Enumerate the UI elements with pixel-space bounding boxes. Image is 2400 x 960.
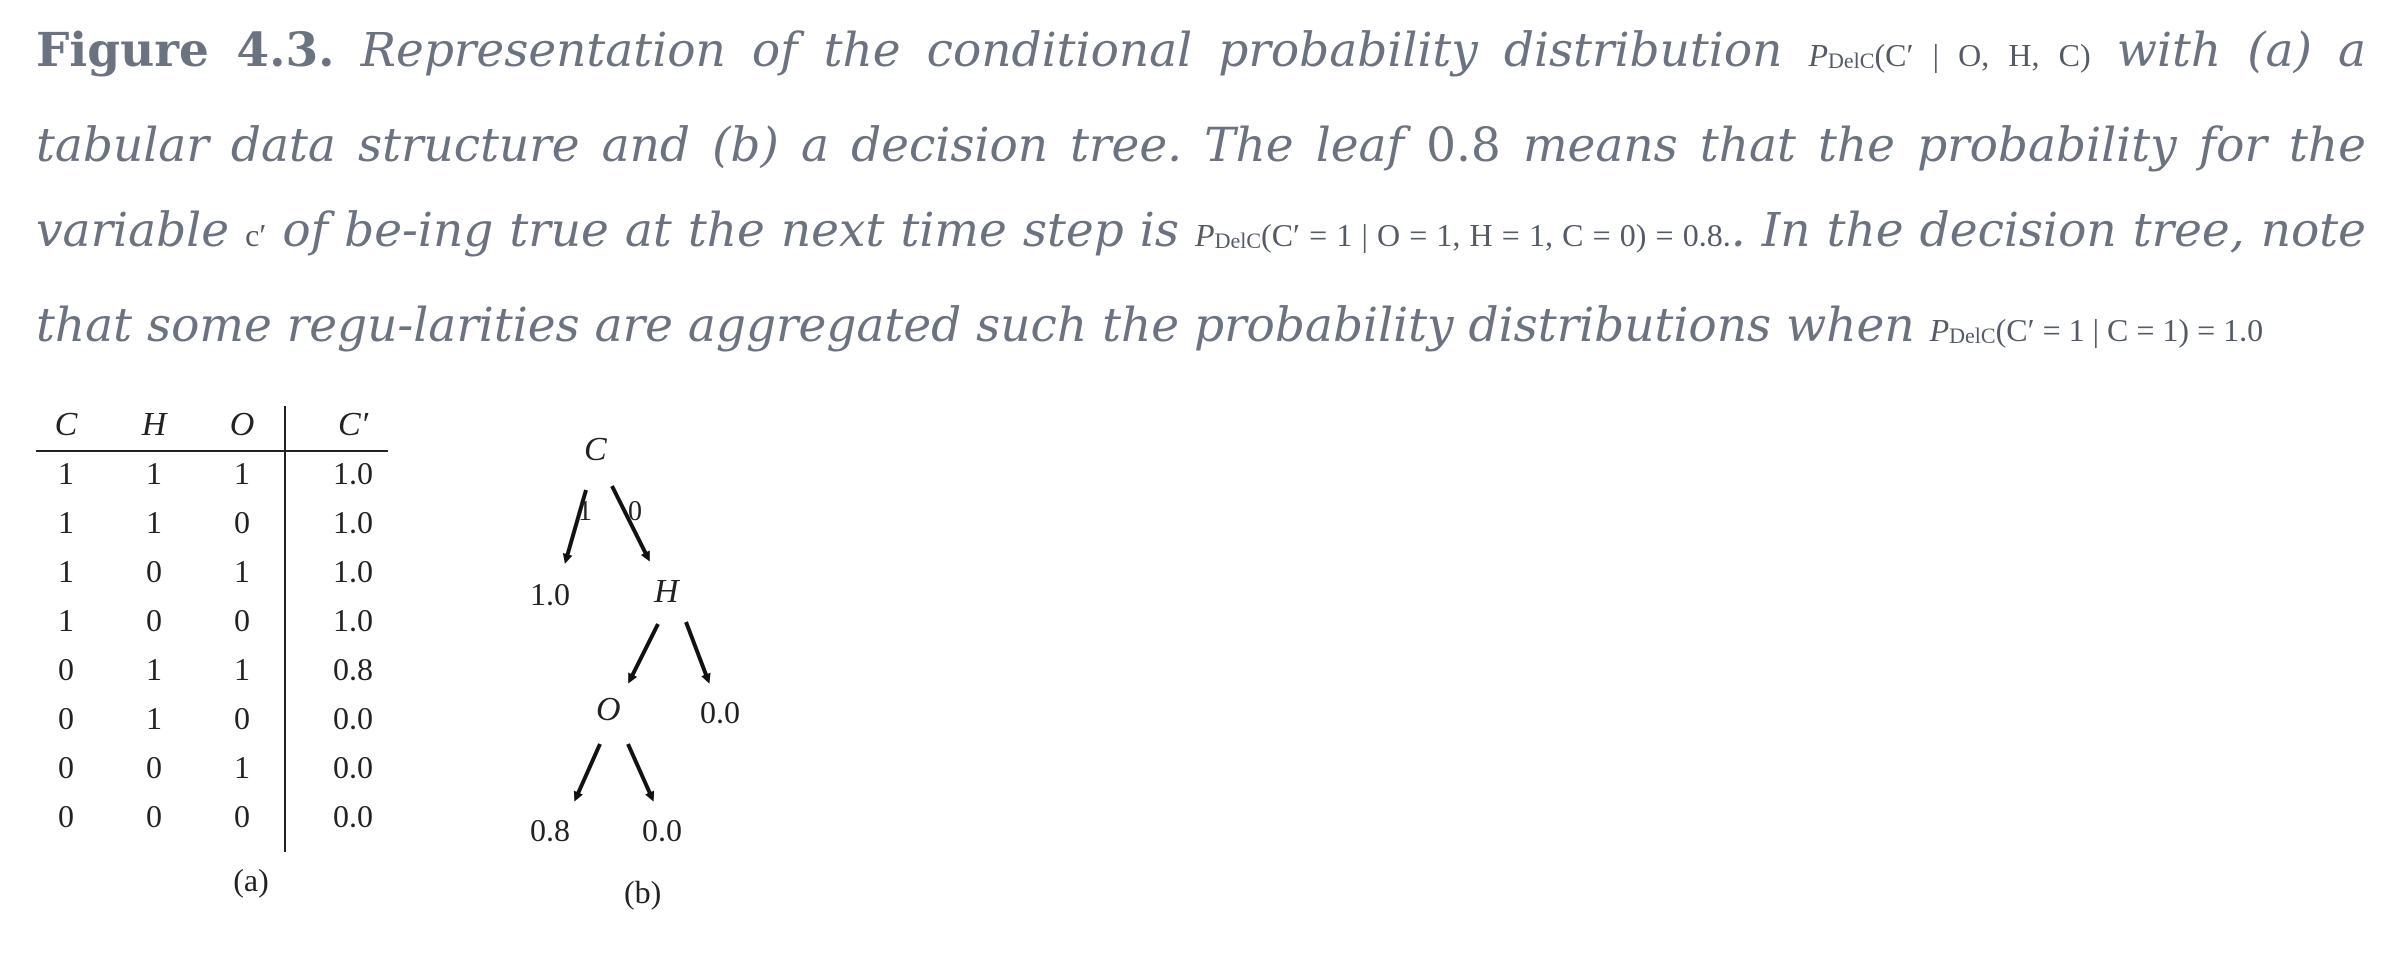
caption-text-5: . In the decision tree, note that some regu-larities are aggregated such the probability distributions when (36, 203, 2366, 353)
caption-var-c: c′ (245, 217, 267, 253)
tree-root-c: C (584, 431, 607, 468)
table-cell: 1 (234, 553, 250, 589)
table-row (36, 694, 396, 743)
table-cell: 1 (234, 651, 250, 687)
tree-node-o: O (596, 691, 621, 728)
table-cell: 1 (58, 553, 74, 589)
table-cell: 0 (58, 798, 74, 834)
table-cell: 1 (58, 455, 74, 491)
table-cell: 1.0 (333, 455, 373, 491)
table-cell: 1 (58, 504, 74, 540)
table-header-o: O (229, 406, 255, 443)
table-row (36, 792, 396, 841)
table-cell: 1.0 (333, 553, 373, 589)
table-cell: 0 (146, 553, 162, 589)
caption-text-3: means that the probability for the variable (36, 118, 2366, 258)
table-row (36, 498, 396, 547)
table-cell: 0 (146, 602, 162, 638)
table-cell: 0 (234, 700, 250, 736)
edge-o-to-leaf-08 (576, 744, 600, 798)
table-header-divider (36, 450, 388, 452)
caption-text-2: with (a) a tabular data structure and (b) a decision tree. The leaf (36, 23, 2366, 173)
table-cell: 1 (146, 700, 162, 736)
edge-h-to-o (630, 624, 658, 680)
table-row (36, 547, 396, 596)
table-cell: 0 (234, 798, 250, 834)
figure-label: Figure 4.3. (36, 23, 335, 78)
tree-leaf-c1: 1.0 (530, 576, 570, 612)
edge-h-to-leaf (686, 622, 708, 680)
tree-edge-label-1: 1 (578, 496, 592, 527)
table-cell: 0 (146, 798, 162, 834)
table-cell: 0.0 (333, 700, 373, 736)
table-cell: 1.0 (333, 504, 373, 540)
table-cell: 1 (234, 749, 250, 785)
tree-node-h: H (654, 573, 679, 610)
table-row (36, 596, 396, 645)
table-cell: 1 (58, 602, 74, 638)
table-cell: 0 (58, 651, 74, 687)
table-header-c-prime: C′ (337, 406, 369, 443)
table-cell: 0.0 (333, 749, 373, 785)
table-cell: 0.0 (333, 798, 373, 834)
table-cell: 1 (234, 455, 250, 491)
table-cell: 0 (234, 602, 250, 638)
table-sublabel: (a) (233, 862, 269, 898)
table-header-h: H (141, 406, 167, 443)
table-cell: 0 (234, 504, 250, 540)
table-cell: 0.8 (333, 651, 373, 687)
caption-math-1: PDelC(C′ | O, H, C) (1808, 37, 2091, 73)
table-cell: 0 (146, 749, 162, 785)
figure-caption (36, 8, 2366, 378)
table-row (36, 743, 396, 792)
caption-leaf-value: 0.8 (1426, 118, 1501, 173)
table-header-row (36, 400, 396, 449)
table-column-divider (284, 406, 286, 852)
tree-leaf-h0: 0.0 (700, 694, 740, 730)
caption-math-3: PDelC(C′ = 1 | C = 1) = 1.0 (1929, 312, 2264, 348)
edge-o-to-leaf-00 (628, 744, 652, 798)
table-cell: 1 (146, 651, 162, 687)
caption-math-2: PDelC(C′ = 1 | O = 1, H = 1, C = 0) = 0.8. (1195, 217, 1731, 253)
tree-leaf-o1: 0.8 (530, 812, 570, 848)
table-cell: 1.0 (333, 602, 373, 638)
tree-sublabel: (b) (624, 874, 662, 910)
cpt-table (36, 400, 396, 898)
decision-tree (500, 400, 820, 920)
table-cell: 1 (146, 504, 162, 540)
table-row (36, 449, 396, 498)
table-cell: 1 (146, 455, 162, 491)
caption-text-1: Representation of the conditional probability distribution (360, 23, 1783, 78)
tree-edge-label-0: 0 (628, 496, 642, 527)
table-cell: 0 (58, 700, 74, 736)
caption-text-4: of be-ing true at the next time step is (282, 203, 1179, 258)
table-header-c: C (54, 406, 78, 443)
table-cell: 0 (58, 749, 74, 785)
tree-leaf-o0: 0.0 (642, 812, 682, 848)
table-row (36, 645, 396, 694)
